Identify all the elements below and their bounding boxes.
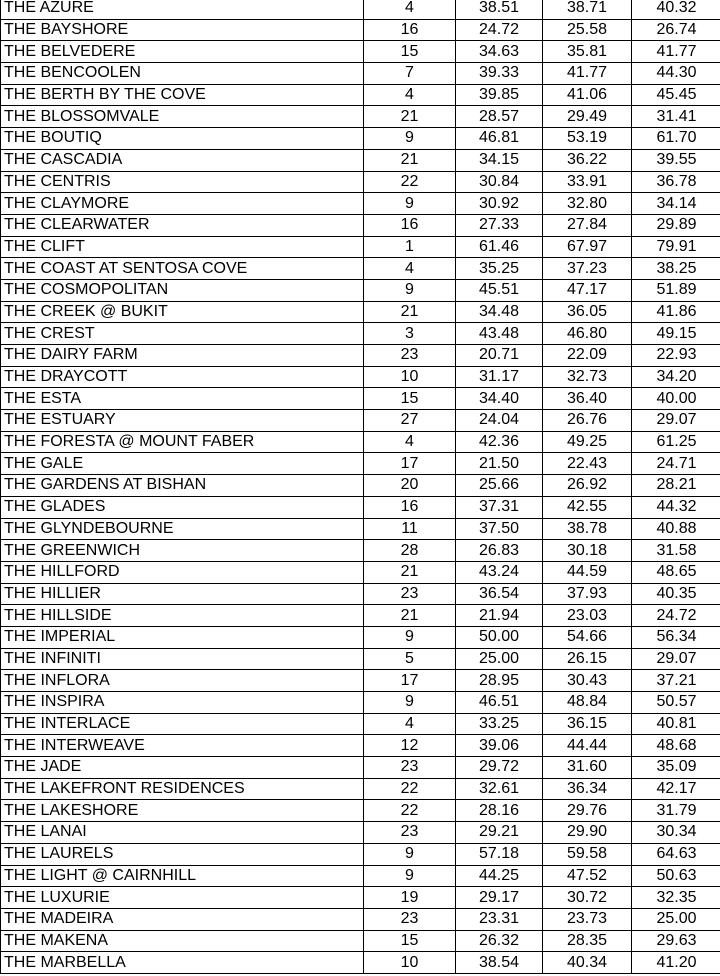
value-cell-1: 32.61 [456,778,543,800]
project-name-cell: THE BOUTIQ [1,128,364,150]
project-name-cell: THE INFINITI [1,648,364,670]
project-name-cell: THE INFLORA [1,670,364,692]
project-name-cell: THE MARBELLA [1,952,364,974]
project-name-cell: THE MADEIRA [1,908,364,930]
table-row [1,258,720,280]
value-cell-2: 33.91 [543,171,632,193]
value-cell-1: 39.85 [456,84,543,106]
value-cell-2: 35.81 [543,41,632,63]
table-row [1,84,720,106]
project-name-cell: THE IMPERIAL [1,626,364,648]
value-cell-2: 30.18 [543,540,632,562]
value-cell-3: 44.32 [632,496,720,518]
value-cell-2: 28.35 [543,930,632,952]
project-name-cell: THE MAKENA [1,930,364,952]
value-cell-3: 38.25 [632,258,720,280]
table-row [1,822,720,844]
value-cell-1: 30.84 [456,171,543,193]
value-cell-3: 34.14 [632,193,720,215]
district-cell: 3 [364,323,456,345]
project-name-cell: THE LIGHT @ CAIRNHILL [1,865,364,887]
table-row [1,149,720,171]
value-cell-3: 29.89 [632,214,720,236]
table-row [1,410,720,432]
district-cell: 9 [364,843,456,865]
value-cell-2: 29.49 [543,106,632,128]
table-row [1,19,720,41]
district-cell: 7 [364,63,456,85]
value-cell-2: 59.58 [543,843,632,865]
value-cell-1: 35.25 [456,258,543,280]
table-row [1,41,720,63]
value-cell-2: 40.34 [543,952,632,974]
table-row [1,865,720,887]
value-cell-1: 43.24 [456,561,543,583]
table-row [1,540,720,562]
value-cell-3: 30.34 [632,822,720,844]
value-cell-2: 36.40 [543,388,632,410]
project-name-cell: THE INSPIRA [1,692,364,714]
table-row [1,908,720,930]
value-cell-3: 36.78 [632,171,720,193]
table-body [1,0,720,973]
value-cell-2: 32.80 [543,193,632,215]
value-cell-3: 61.25 [632,431,720,453]
value-cell-3: 44.30 [632,63,720,85]
value-cell-3: 41.20 [632,952,720,974]
value-cell-1: 24.72 [456,19,543,41]
value-cell-1: 30.92 [456,193,543,215]
value-cell-3: 61.70 [632,128,720,150]
project-name-cell: THE INTERLACE [1,713,364,735]
project-name-cell: THE ESTA [1,388,364,410]
value-cell-1: 28.95 [456,670,543,692]
value-cell-1: 33.25 [456,713,543,735]
value-cell-2: 26.76 [543,410,632,432]
value-cell-1: 50.00 [456,626,543,648]
value-cell-2: 23.73 [543,908,632,930]
project-name-cell: THE AZURE [1,0,364,19]
table-row [1,0,720,19]
value-cell-2: 67.97 [543,236,632,258]
table-row [1,887,720,909]
table-row [1,605,720,627]
district-cell: 22 [364,778,456,800]
table-row [1,323,720,345]
value-cell-3: 49.15 [632,323,720,345]
district-cell: 23 [364,345,456,367]
value-cell-2: 37.23 [543,258,632,280]
value-cell-3: 31.79 [632,800,720,822]
value-cell-1: 21.50 [456,453,543,475]
value-cell-1: 46.51 [456,692,543,714]
district-cell: 16 [364,496,456,518]
value-cell-2: 54.66 [543,626,632,648]
district-cell: 21 [364,301,456,323]
table-row [1,128,720,150]
project-name-cell: THE BLOSSOMVALE [1,106,364,128]
district-cell: 9 [364,279,456,301]
value-cell-3: 34.20 [632,366,720,388]
value-cell-2: 44.59 [543,561,632,583]
value-cell-1: 34.15 [456,149,543,171]
district-cell: 11 [364,518,456,540]
table-row [1,648,720,670]
district-cell: 15 [364,930,456,952]
value-cell-2: 36.22 [543,149,632,171]
value-cell-3: 50.57 [632,692,720,714]
project-name-cell: THE BENCOOLEN [1,63,364,85]
value-cell-2: 36.15 [543,713,632,735]
table-row [1,279,720,301]
district-cell: 15 [364,388,456,410]
value-cell-2: 25.58 [543,19,632,41]
value-cell-1: 27.33 [456,214,543,236]
value-cell-2: 38.71 [543,0,632,19]
project-name-cell: THE COSMOPOLITAN [1,279,364,301]
value-cell-3: 48.68 [632,735,720,757]
table-row [1,800,720,822]
project-name-cell: THE CREEK @ BUKIT [1,301,364,323]
value-cell-1: 34.63 [456,41,543,63]
district-cell: 9 [364,128,456,150]
district-cell: 23 [364,822,456,844]
project-name-cell: THE GLADES [1,496,364,518]
value-cell-2: 22.09 [543,345,632,367]
value-cell-2: 41.77 [543,63,632,85]
value-cell-2: 32.73 [543,366,632,388]
district-cell: 17 [364,453,456,475]
district-cell: 12 [364,735,456,757]
value-cell-1: 39.33 [456,63,543,85]
value-cell-3: 29.63 [632,930,720,952]
district-cell: 4 [364,84,456,106]
value-cell-1: 38.51 [456,0,543,19]
value-cell-3: 28.21 [632,475,720,497]
value-cell-1: 26.83 [456,540,543,562]
district-cell: 9 [364,692,456,714]
project-name-cell: THE CREST [1,323,364,345]
table-row [1,171,720,193]
project-name-cell: THE HILLFORD [1,561,364,583]
district-cell: 16 [364,214,456,236]
value-cell-1: 34.40 [456,388,543,410]
district-cell: 22 [364,800,456,822]
value-cell-2: 37.93 [543,583,632,605]
project-name-cell: THE LANAI [1,822,364,844]
value-cell-3: 31.41 [632,106,720,128]
project-name-cell: THE CLEARWATER [1,214,364,236]
district-cell: 10 [364,366,456,388]
table-row [1,193,720,215]
table-row [1,952,720,974]
value-cell-3: 32.35 [632,887,720,909]
project-name-cell: THE DRAYCOTT [1,366,364,388]
project-name-cell: THE CLIFT [1,236,364,258]
value-cell-1: 29.72 [456,757,543,779]
table-row [1,735,720,757]
value-cell-3: 39.55 [632,149,720,171]
district-cell: 22 [364,171,456,193]
district-cell: 17 [364,670,456,692]
value-cell-1: 20.71 [456,345,543,367]
value-cell-1: 29.17 [456,887,543,909]
project-name-cell: THE LAKEFRONT RESIDENCES [1,778,364,800]
district-cell: 23 [364,583,456,605]
value-cell-3: 25.00 [632,908,720,930]
district-cell: 4 [364,713,456,735]
value-cell-3: 56.34 [632,626,720,648]
district-cell: 21 [364,561,456,583]
table-row [1,496,720,518]
project-name-cell: THE DAIRY FARM [1,345,364,367]
value-cell-2: 36.05 [543,301,632,323]
value-cell-3: 37.21 [632,670,720,692]
table-row [1,930,720,952]
value-cell-2: 23.03 [543,605,632,627]
district-cell: 21 [364,149,456,171]
table-row [1,236,720,258]
value-cell-2: 42.55 [543,496,632,518]
table-row [1,778,720,800]
value-cell-3: 50.63 [632,865,720,887]
value-cell-1: 42.36 [456,431,543,453]
value-cell-3: 40.81 [632,713,720,735]
table-row [1,713,720,735]
value-cell-1: 23.31 [456,908,543,930]
value-cell-2: 44.44 [543,735,632,757]
district-cell: 4 [364,0,456,19]
project-name-cell: THE GLYNDEBOURNE [1,518,364,540]
district-cell: 27 [364,410,456,432]
value-cell-1: 39.06 [456,735,543,757]
value-cell-3: 29.07 [632,410,720,432]
project-name-cell: THE LAURELS [1,843,364,865]
project-name-cell: THE BELVEDERE [1,41,364,63]
value-cell-1: 24.04 [456,410,543,432]
table-row [1,692,720,714]
value-cell-3: 48.65 [632,561,720,583]
table-row [1,63,720,85]
value-cell-1: 45.51 [456,279,543,301]
project-name-cell: THE HILLSIDE [1,605,364,627]
project-name-cell: THE CASCADIA [1,149,364,171]
district-cell: 19 [364,887,456,909]
project-name-cell: THE GARDENS AT BISHAN [1,475,364,497]
value-cell-3: 51.89 [632,279,720,301]
project-name-cell: THE JADE [1,757,364,779]
value-cell-1: 28.16 [456,800,543,822]
project-name-cell: THE ESTUARY [1,410,364,432]
table-row [1,626,720,648]
value-cell-3: 26.74 [632,19,720,41]
project-name-cell: THE LAKESHORE [1,800,364,822]
value-cell-2: 53.19 [543,128,632,150]
value-cell-2: 49.25 [543,431,632,453]
value-cell-1: 43.48 [456,323,543,345]
value-cell-2: 38.78 [543,518,632,540]
project-name-cell: THE GREENWICH [1,540,364,562]
table-row [1,214,720,236]
district-cell: 15 [364,41,456,63]
value-cell-1: 37.50 [456,518,543,540]
table-row [1,757,720,779]
district-cell: 9 [364,865,456,887]
value-cell-2: 47.17 [543,279,632,301]
project-name-cell: THE BAYSHORE [1,19,364,41]
project-name-cell: THE INTERWEAVE [1,735,364,757]
project-name-cell: THE BERTH BY THE COVE [1,84,364,106]
value-cell-2: 29.76 [543,800,632,822]
table-row [1,366,720,388]
value-cell-2: 26.15 [543,648,632,670]
project-name-cell: THE LUXURIE [1,887,364,909]
project-name-cell: THE FORESTA @ MOUNT FABER [1,431,364,453]
district-cell: 16 [364,19,456,41]
value-cell-3: 22.93 [632,345,720,367]
value-cell-1: 37.31 [456,496,543,518]
district-cell: 23 [364,908,456,930]
table-row [1,518,720,540]
value-cell-2: 47.52 [543,865,632,887]
district-cell: 28 [364,540,456,562]
district-cell: 20 [364,475,456,497]
table-row [1,431,720,453]
value-cell-2: 29.90 [543,822,632,844]
table-row [1,843,720,865]
table-row [1,583,720,605]
value-cell-3: 41.77 [632,41,720,63]
value-cell-1: 34.48 [456,301,543,323]
value-cell-3: 40.00 [632,388,720,410]
value-cell-3: 64.63 [632,843,720,865]
value-cell-1: 26.32 [456,930,543,952]
value-cell-1: 46.81 [456,128,543,150]
project-name-cell: THE CENTRIS [1,171,364,193]
district-cell: 23 [364,757,456,779]
value-cell-3: 40.35 [632,583,720,605]
value-cell-1: 44.25 [456,865,543,887]
value-cell-1: 61.46 [456,236,543,258]
value-cell-3: 29.07 [632,648,720,670]
value-cell-3: 79.91 [632,236,720,258]
table-row [1,475,720,497]
value-cell-2: 26.92 [543,475,632,497]
value-cell-1: 29.21 [456,822,543,844]
value-cell-3: 40.88 [632,518,720,540]
value-cell-3: 35.09 [632,757,720,779]
value-cell-3: 31.58 [632,540,720,562]
project-name-cell: THE COAST AT SENTOSA COVE [1,258,364,280]
district-cell: 9 [364,193,456,215]
value-cell-2: 30.43 [543,670,632,692]
value-cell-2: 31.60 [543,757,632,779]
table-row [1,345,720,367]
district-cell: 21 [364,605,456,627]
value-cell-3: 24.71 [632,453,720,475]
district-cell: 5 [364,648,456,670]
project-name-cell: THE GALE [1,453,364,475]
table-row [1,453,720,475]
value-cell-2: 41.06 [543,84,632,106]
district-cell: 9 [364,626,456,648]
district-cell: 21 [364,106,456,128]
value-cell-1: 31.17 [456,366,543,388]
value-cell-1: 25.66 [456,475,543,497]
value-cell-3: 45.45 [632,84,720,106]
value-cell-1: 21.94 [456,605,543,627]
table-row [1,106,720,128]
value-cell-3: 41.86 [632,301,720,323]
district-cell: 4 [364,431,456,453]
value-cell-2: 30.72 [543,887,632,909]
value-cell-1: 57.18 [456,843,543,865]
value-cell-3: 40.32 [632,0,720,19]
value-cell-3: 24.72 [632,605,720,627]
table-row [1,670,720,692]
value-cell-2: 36.34 [543,778,632,800]
value-cell-1: 36.54 [456,583,543,605]
project-name-cell: THE HILLIER [1,583,364,605]
value-cell-1: 25.00 [456,648,543,670]
project-name-cell: THE CLAYMORE [1,193,364,215]
district-cell: 4 [364,258,456,280]
value-cell-3: 42.17 [632,778,720,800]
value-cell-2: 27.84 [543,214,632,236]
value-cell-1: 28.57 [456,106,543,128]
value-cell-2: 48.84 [543,692,632,714]
value-cell-2: 46.80 [543,323,632,345]
table-row [1,388,720,410]
table-row [1,301,720,323]
district-cell: 10 [364,952,456,974]
value-cell-2: 22.43 [543,453,632,475]
value-cell-1: 38.54 [456,952,543,974]
table-row [1,561,720,583]
district-cell: 1 [364,236,456,258]
